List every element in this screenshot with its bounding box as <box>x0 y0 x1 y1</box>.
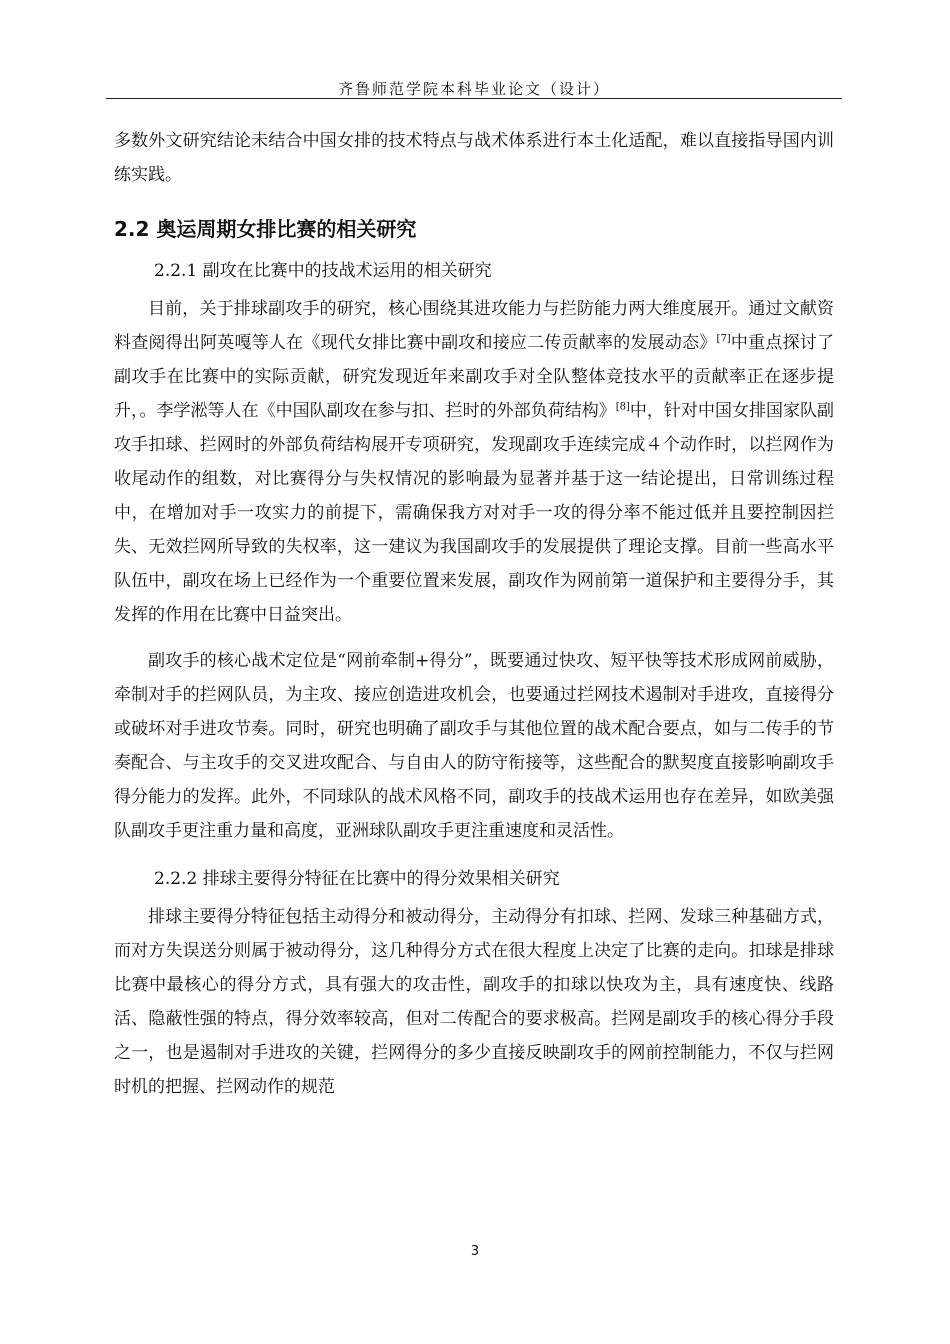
citation-7: [7] <box>716 333 731 345</box>
paragraph-text: 中，针对中国女排国家队副攻手扣球、拦网时的外部负荷结构展开专项研究，发现副攻手连续完成４个动作时，以拦网作为收尾动作的组数，对比赛得分与失权情况的影响最为显著并基于这一结论提出，日常训练过程中，在增加对手一攻实力的前提下，需确保我方对对手一攻的得分率不能过低并且要控制因拦失、无效拦网所导致的失权率，这一建议为我国副攻手的发展提供了理论支撑。目前一些高水平队伍中，副攻在场上已经作为一个重要位置来发展，副攻作为网前第一道保护和主要得分手，其发挥的作用在比赛中日益突出。 <box>114 401 834 625</box>
page-header: 齐鲁师范学院本科毕业论文（设计） <box>337 80 610 98</box>
paragraph-text: 目前，关于排球副攻手的研究，核心围绕其进攻能力与拦防能力两大维度展开。通过文献资料查阅得出阿英嘎等人在《现代女排比赛中副攻和接应二传贡献率的发展动态》 <box>114 299 834 353</box>
paragraph-scoring-features: 排球主要得分特征包括主动得分和被动得分，主动得分有扣球、拦网、发球三种基础方式，而对方失误送分则属于被动得分，这几种得分方式在很大程度上决定了比赛的走向。扣球是排球比赛中最核心的得分方式，具有强大的攻击性，副攻手的扣球以快攻为主，具有速度快、线路活、隐蔽性强的特点，得分效率较高，但对二传配合的要求极高。拦网是副攻手的核心得分手段之一，也是遏制对手进攻的关键，拦网得分的多少直接反映副攻手的网前控制能力，不仅与拦网时机的把握、拦网动作的规范 <box>114 907 834 1097</box>
paragraph-tactical-role: 副攻手的核心战术定位是“网前牵制+得分”，既要通过快攻、短平快等技术形成网前威胁，牵制对手的拦网队员，为主攻、接应创造进攻机会，也要通过拦网技术遏制对手进攻，直接得分或破坏对手进攻节奏。同时，研究也明确了副攻手与其他位置的战术配合要点，如与二传手的节奏配合、与主攻手的交叉进攻配合、与自由人的防守衔接等，这些配合的默契度直接影响副攻手得分能力的发挥。此外，不同球队的战术风格不同，副攻手的技战术运用也存在差异，如欧美强队副攻手更注重力量和高度，亚洲球队副攻手更注重速度和灵活性。 <box>114 651 834 841</box>
paragraph-text: 中重点探讨了副攻手在比赛中的实际贡献，研究发现近年来副攻手对全队整体竞技水平的贡献率正在逐步提升，。李学淞等人在《中国队副攻在参与扣、拦时的外部负荷结构》 <box>114 333 835 421</box>
citation-8: [8] <box>615 401 630 413</box>
subsection-heading-2-2-2: 2.2.2 排球主要得分特征在比赛中的得分效果相关研究 <box>154 869 560 889</box>
page-number: 3 <box>470 1244 480 1259</box>
subsection-heading-2-2-1: 2.2.1 副攻在比赛中的技战术运用的相关研究 <box>154 261 492 281</box>
paragraph-midblocker-research <box>114 292 834 632</box>
header-divider <box>106 98 842 99</box>
intro-paragraph: 多数外文研究结论未结合中国女排的技术特点与战术体系进行本土化适配，难以直接指导国内训练实践。 <box>114 131 834 185</box>
page-body <box>114 124 834 1104</box>
section-heading-2-2: 2.2 奥运周期女排比赛的相关研究 <box>114 217 417 241</box>
